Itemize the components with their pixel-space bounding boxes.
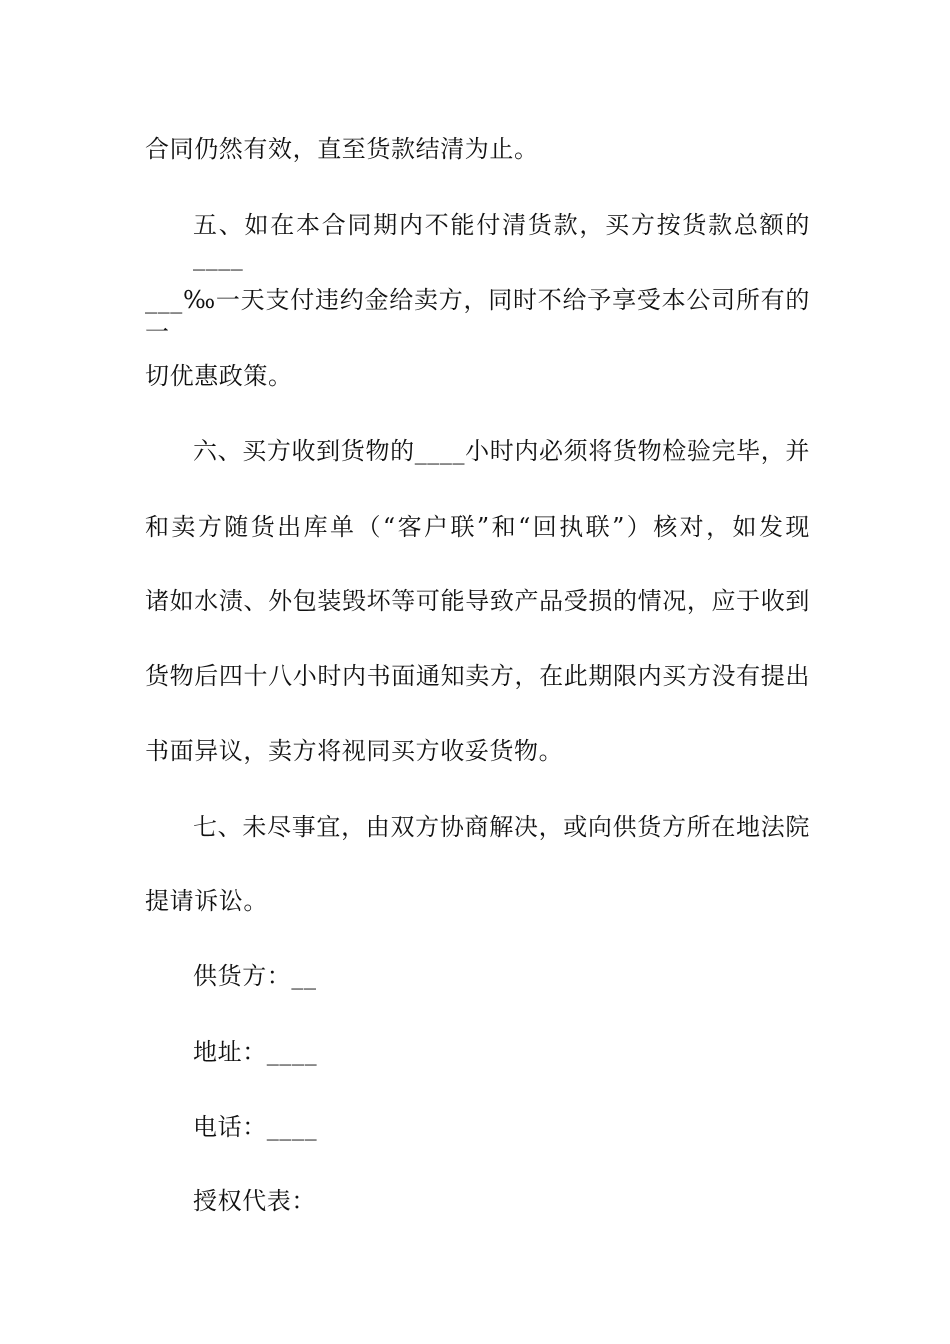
clause-6-line-2: 和卖方随货出库单（“客户联”和“回执联”）核对，如发现 <box>145 513 810 541</box>
clause-5-line-3: 切优惠政策。 <box>145 362 293 390</box>
clause-6-line-1: 六、买方收到货物的____小时内必须将货物检验完毕，并 <box>193 437 810 465</box>
clause-5-line-2: ___‰一天支付违约金给卖方，同时不给予享受本公司所有的一 <box>145 286 810 346</box>
clause-7-line-2: 提请诉讼。 <box>145 887 268 915</box>
clause-6-line-3: 诸如水渍、外包装毁坏等可能导致产品受损的情况，应于收到 <box>145 587 810 615</box>
authorized-rep-field: 授权代表： <box>193 1187 316 1215</box>
address-field: 地址：____ <box>193 1038 318 1066</box>
paragraph-4-tail-line: 合同仍然有效，直至货款结清为止。 <box>145 135 539 163</box>
clause-6-line-5: 书面异议，卖方将视同买方收妥货物。 <box>145 737 564 765</box>
supplier-field: 供货方：__ <box>193 962 317 990</box>
phone-field: 电话：____ <box>193 1113 318 1141</box>
clause-5-line-1: 五、如在本合同期内不能付清货款，买方按货款总额的____ <box>193 211 810 271</box>
clause-7-line-1: 七、未尽事宜，由双方协商解决，或向供货方所在地法院 <box>193 813 810 841</box>
clause-6-line-4: 货物后四十八小时内书面通知卖方，在此期限内买方没有提出 <box>145 662 810 690</box>
